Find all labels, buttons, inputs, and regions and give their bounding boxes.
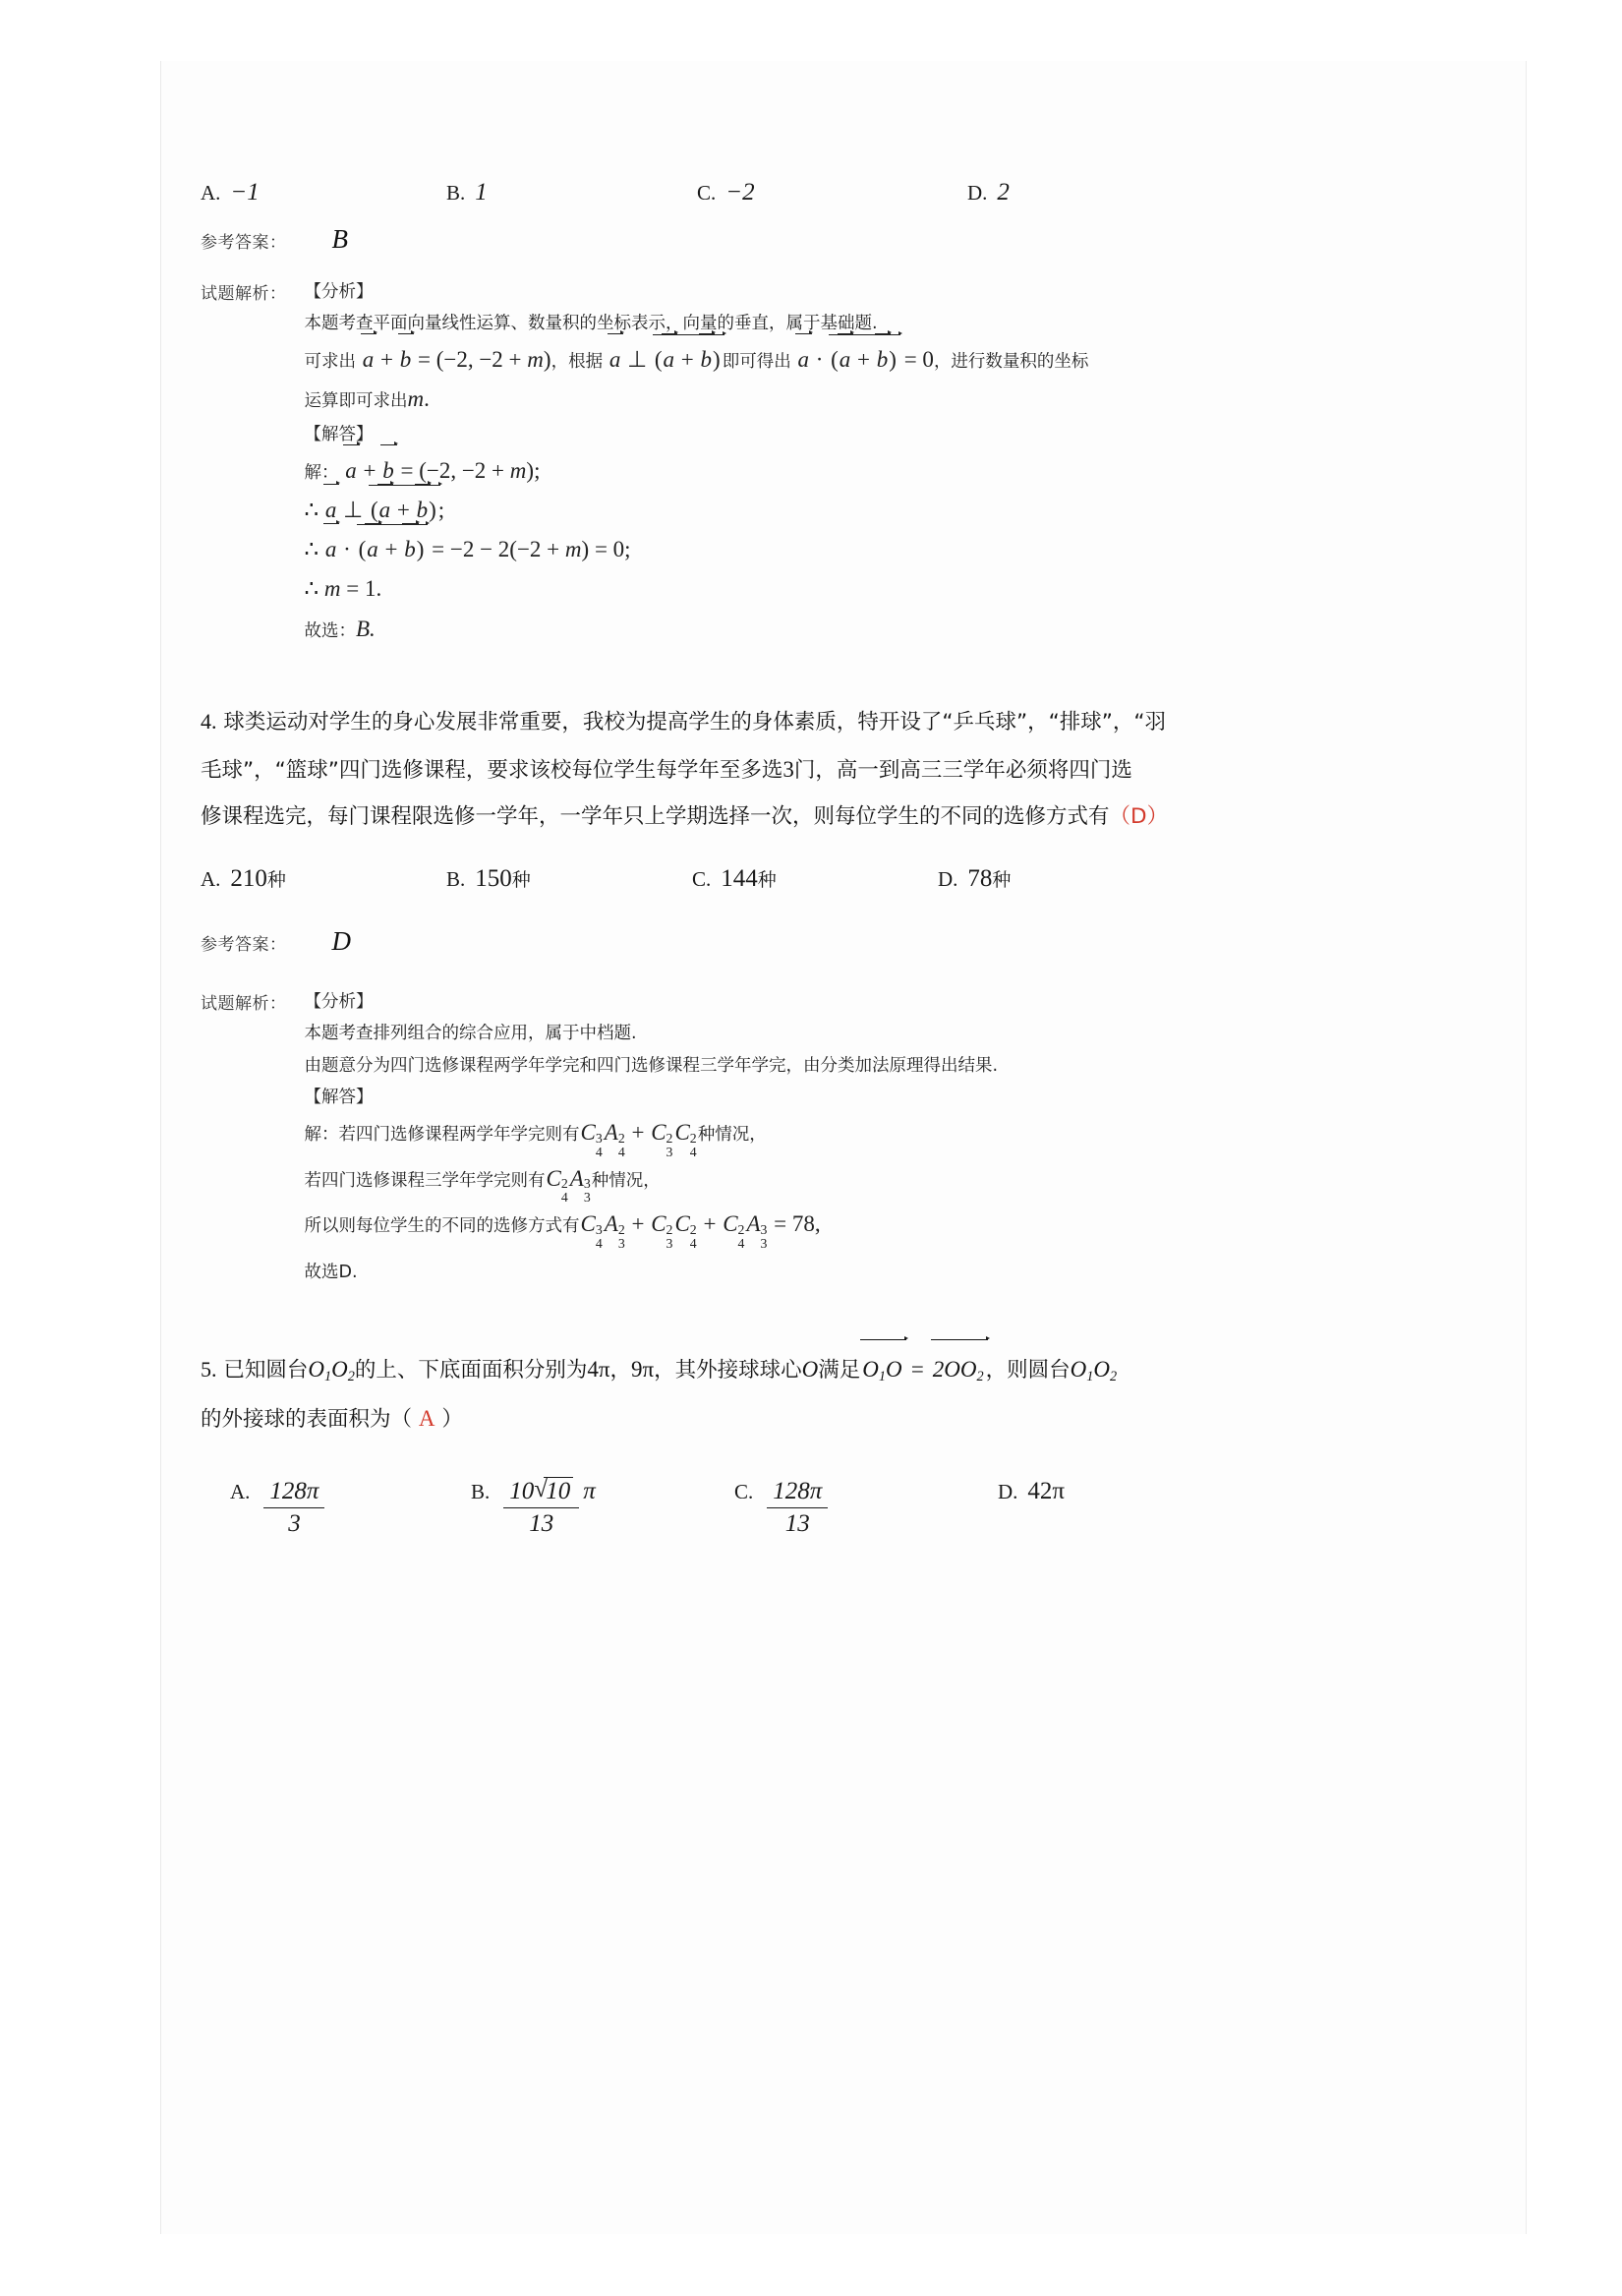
q3-solution-line-1: 解： a + b = (−2, −2 + m);: [305, 451, 1089, 491]
q4-sol-line3-result: = 78,: [774, 1211, 821, 1237]
q5-center-label: O: [801, 1357, 819, 1383]
q4-comb-c42d: C 2 4: [723, 1211, 745, 1251]
q4-option-d[interactable]: [938, 865, 1011, 893]
q4-option-b[interactable]: [446, 865, 692, 893]
q4-option-b-value: 150: [475, 864, 512, 892]
q4-comb-a33b: A 3 3: [746, 1211, 768, 1251]
q4-analysis-block: [201, 986, 1488, 1291]
q5-frustum-label: [308, 1357, 355, 1385]
q3-analysis-line-2: 可求出 a + b = (−2, −2 + m)，根据 a ⊥ (a + b) 即可得出 a · (a + b) = 0，进行数量积的坐标: [305, 340, 1089, 380]
q3-option-c-label: C.: [697, 181, 717, 205]
q4-option-d-label: D.: [938, 866, 958, 891]
q3-analysis-line2-mid2: 即可得出: [722, 351, 791, 372]
q5-relation-sub-1: 1: [878, 1369, 887, 1385]
q5-option-a-numerator: 128π: [263, 1478, 324, 1508]
q3-option-d-value: 2: [997, 179, 1010, 206]
q4-comb-c43: C 3 4: [580, 1120, 603, 1159]
q5-option-c-numerator: 128π: [767, 1478, 828, 1508]
q3-option-d-label: D.: [967, 181, 988, 205]
q3-option-d[interactable]: [967, 179, 1010, 206]
q5-option-b-fraction: [503, 1476, 579, 1538]
q4-option-c[interactable]: [692, 865, 938, 893]
q3-solution-line-5: [305, 610, 1089, 649]
q4-sol-line2-post: 种情况，: [591, 1170, 661, 1191]
q3-option-a-value: −1: [230, 179, 260, 206]
q5-number: 5.: [201, 1357, 217, 1383]
q4-answer-label: 参考答案：: [201, 934, 287, 955]
q4-comb-a43: A 2 3: [604, 1211, 625, 1251]
q4-option-c-label: C.: [692, 866, 712, 891]
q4-comb-a33: A 3 3: [569, 1165, 591, 1206]
q5-option-a[interactable]: [230, 1478, 471, 1538]
q4-option-b-unit: 种: [511, 868, 531, 891]
q4-solution-line-4: [305, 1251, 999, 1290]
q4-sol-line3-pre: 所以则每位学生的不同的选修方式有: [304, 1216, 580, 1237]
q4-option-a-unit: 种: [266, 868, 286, 891]
q5-option-b[interactable]: [471, 1476, 734, 1538]
q5-circle-label-2: O: [331, 1357, 348, 1383]
q4-option-a-label: A.: [201, 866, 221, 891]
q5-option-c[interactable]: [734, 1478, 998, 1538]
q5-text-pre: 已知圆台: [223, 1358, 309, 1383]
q4-options-row: [201, 865, 1488, 893]
q4-option-c-value: 144: [721, 864, 758, 892]
q4-option-b-label: B.: [446, 866, 466, 891]
q3-answer-label: 参考答案：: [201, 233, 287, 253]
q5-area-2: 9π: [631, 1357, 655, 1383]
q4-comb-c42: C 2 4: [674, 1120, 697, 1159]
q5-option-d-value: 42π: [1027, 1478, 1066, 1505]
q4-option-d-value: 78: [967, 864, 993, 892]
q4-analysis-body: [305, 986, 999, 1291]
q4-comb-c42b: C 2 4: [546, 1165, 568, 1206]
q3-answer-value: B: [331, 224, 348, 254]
q4-analysis-label: 试题解析：: [201, 993, 287, 1014]
q5-relation-right: 2OO: [932, 1357, 977, 1383]
q3-option-a[interactable]: [201, 179, 446, 206]
q3-answer-line: [201, 224, 1488, 255]
q4-inline-answer: （D）: [1109, 803, 1169, 829]
q3-analysis-line-1: 本题考查平面向量线性运算、数量积的坐标表示，向量的垂直，属于基础题.: [304, 314, 878, 334]
q5-option-b-label: B.: [471, 1480, 491, 1504]
q5-option-b-denominator: 13: [529, 1510, 554, 1538]
q3-option-c-value: −2: [725, 179, 755, 206]
q5-text-mid: 的上、下底面面积分别为: [354, 1358, 588, 1383]
q3-solution-line-3: ∴ a · (a + b) = −2 − 2(−2 + m) = 0;: [305, 530, 1089, 569]
q3-option-a-label: A.: [201, 181, 221, 205]
q4-analysis-heading: 【分析】: [304, 991, 374, 1012]
q4-question-text: [201, 698, 1488, 840]
q5-option-b-suffix: π: [583, 1478, 596, 1505]
q4-option-d-unit: 种: [992, 868, 1012, 891]
paper-sheet: [160, 61, 1527, 2234]
q3-analysis-line-3: 运算即可求出m.: [304, 386, 430, 411]
q5-option-d-label: D.: [998, 1480, 1018, 1504]
q3-option-c[interactable]: [697, 179, 967, 206]
q3-solution-line-2: ∴ a ⊥ (a + b);: [305, 491, 1089, 530]
q4-sol-line1-pre: 解：若四门选修课程两学年学完则有: [304, 1125, 580, 1146]
q5-text-end: ，则圆台: [985, 1358, 1071, 1383]
q3-option-b-value: 1: [475, 179, 488, 206]
q4-number: 4.: [201, 708, 217, 734]
q4-solution-line-1: 解：若四门选修课程两学年学完则有C 3 4 A 2 4 + C 2 3 C 2 4 种情况，: [305, 1113, 999, 1159]
q5-relation-center: O: [886, 1357, 902, 1383]
q3-solution-line-4: ∴ m = 1.: [304, 576, 382, 602]
q3-answer-heading: 【解答】: [304, 425, 374, 445]
q4-text-part-1: 球类运动对学生的身心发展非常重要，我校为提高学生的身体素质，特开设了“乒乓球”，“排球”，“羽: [223, 709, 1167, 735]
q5-circle-label-1: O: [308, 1357, 324, 1383]
q5-text-mid-3: 满足: [818, 1358, 861, 1383]
q3-solve-prefix: 解：: [304, 462, 339, 483]
q3-analysis-line2-mid: ，根据: [550, 351, 604, 372]
q4-answer-value: D: [331, 925, 351, 956]
q5-relation-left: O: [862, 1357, 879, 1383]
q4-answer-line: [201, 926, 1488, 957]
q4-option-a-value: 210: [230, 864, 267, 892]
q3-analysis-line3-text: 运算即可求出: [304, 391, 408, 411]
q4-sol-line1-post: 种情况，: [697, 1125, 767, 1146]
q4-option-c-unit: 种: [757, 868, 777, 891]
document-content: [161, 61, 1528, 1538]
q5-area-1: 4π: [587, 1357, 610, 1383]
q3-option-b-label: B.: [446, 181, 466, 205]
q5-text-line-2-end: ）: [441, 1406, 463, 1432]
q3-analysis-label: 试题解析：: [201, 284, 287, 304]
q4-comb-c43b: C 3 4: [580, 1211, 603, 1251]
q5-text-mid-2: ，其外接球球心: [654, 1358, 802, 1383]
q5-option-a-fraction: [263, 1478, 324, 1538]
q5-sub-1: 1: [323, 1369, 332, 1385]
sqrt-icon: √ 10: [534, 1476, 573, 1505]
q3-analysis-body: [305, 276, 1089, 649]
q4-comb-c42c: C 2 4: [674, 1211, 697, 1251]
q4-comb-c32b: C 2 3: [651, 1211, 673, 1251]
q5-sub-4: 2: [1109, 1369, 1118, 1385]
q5-options-row: [201, 1476, 1488, 1538]
q5-option-c-label: C.: [734, 1480, 754, 1504]
q4-text-part-2b: 门，高一到高三三学年必须将四门选: [793, 758, 1132, 784]
q4-answer-heading: 【解答】: [304, 1087, 374, 1107]
q5-sub-2: 2: [347, 1369, 355, 1385]
q3-analysis-line2-pre: 可求出: [304, 351, 356, 372]
q3-final-choice-label: 故选：: [304, 620, 356, 641]
q4-comb-c32: C 2 3: [651, 1120, 673, 1159]
q5-circle-label-3: O: [1070, 1357, 1087, 1383]
q5-option-a-denominator: 3: [288, 1510, 301, 1538]
q3-analysis-block: [201, 276, 1488, 649]
q3-analysis-line2-end: ，进行数量积的坐标: [933, 351, 1089, 372]
q3-final-choice-value: B.: [356, 616, 376, 641]
q4-analysis-line-2: 由题意分为四门选修课程两学年学完和四门选修课程三学年学完，由分类加法原理得出结果.: [304, 1055, 999, 1076]
q5-frustum-label-2: [1070, 1357, 1118, 1385]
q5-relation-sub-2: 2: [976, 1369, 984, 1385]
q5-option-b-numerator: 10 √ 10: [503, 1476, 579, 1508]
q5-option-d[interactable]: [998, 1478, 1065, 1505]
q3-options-row: [201, 179, 1488, 206]
q4-text-part-3: 修课程选完，每门课程限选修一学年，一学年只上学期选择一次，则每位学生的不同的选修方式有: [201, 803, 1110, 829]
q4-solution-line-3: 所以则每位学生的不同的选修方式有C 3 4 A 2 3 + C 2 3 C 2 4 + C 2 4 A 3 3 = 78,: [305, 1205, 999, 1251]
q4-text-part-2-num: 3: [782, 757, 794, 783]
q5-text-line-2: 的外接球的表面积为（: [201, 1406, 413, 1432]
q5-comma: ，: [609, 1358, 632, 1383]
q4-analysis-line-1: 本题考查排列组合的综合应用，属于中档题.: [304, 1024, 637, 1044]
q3-analysis-heading: 【分析】: [304, 282, 374, 302]
q4-option-a[interactable]: [201, 865, 446, 893]
q5-option-c-fraction: [767, 1478, 828, 1538]
q4-solution-line-2: [305, 1159, 999, 1206]
q4-text-part-2a: 毛球”，“篮球”四门选修课程，要求该校每位学生每学年至多选: [201, 758, 783, 784]
q5-inline-answer: A: [418, 1405, 435, 1431]
q5-vector-relation: $O_1O = 2OO_2$: [860, 1357, 985, 1382]
q5-circle-label-4: O: [1093, 1357, 1110, 1383]
q4-sol-line4-text: 故选D.: [304, 1263, 358, 1283]
q5-sub-3: 1: [1086, 1369, 1094, 1385]
q5-option-c-denominator: 13: [784, 1510, 810, 1538]
q5-option-a-label: A.: [230, 1480, 251, 1504]
q4-sol-line2-pre: 若四门选修课程三学年学完则有: [304, 1170, 546, 1191]
q4-comb-a42: A 2 4: [604, 1120, 625, 1159]
q5-question-text: [201, 1345, 1488, 1442]
q3-option-b[interactable]: [446, 179, 697, 206]
